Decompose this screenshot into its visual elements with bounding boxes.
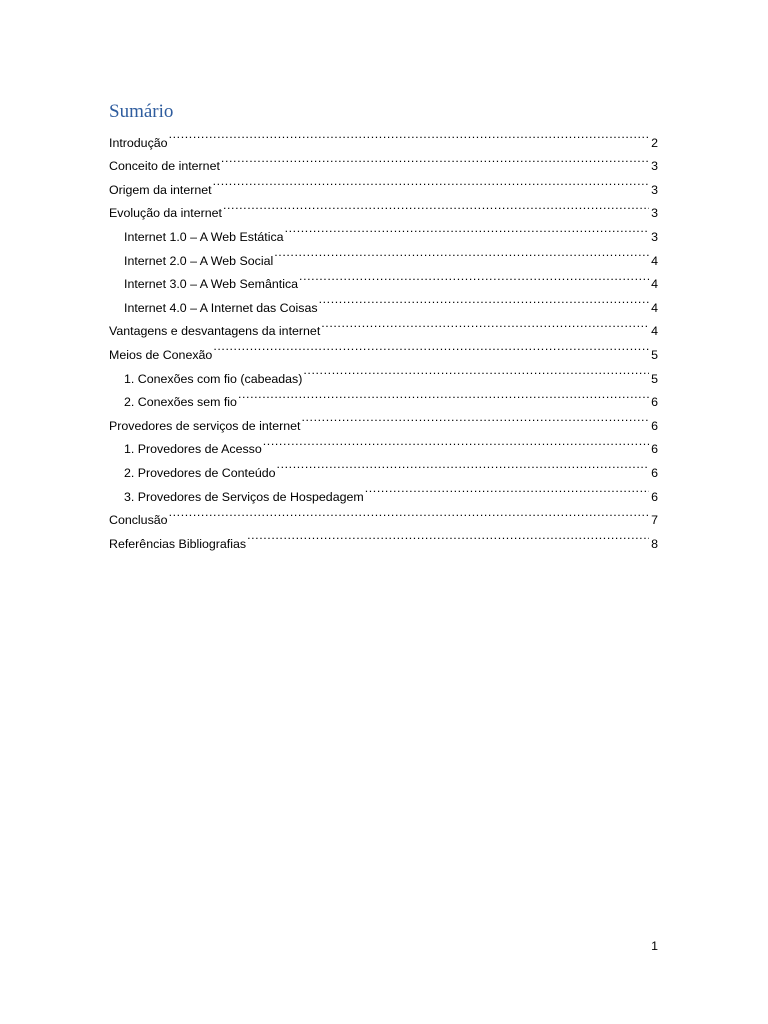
toc-entry[interactable] bbox=[109, 123, 658, 150]
toc-entry-label: 3. Provedores de Serviços de Hospedagem bbox=[124, 489, 364, 504]
toc-dot-leader bbox=[238, 383, 649, 407]
toc-title: Sumário bbox=[109, 101, 174, 122]
page-number: 1 bbox=[651, 939, 658, 953]
toc-dot-leader bbox=[319, 288, 650, 312]
toc-entry-page: 6 bbox=[651, 442, 658, 457]
toc-dot-leader bbox=[169, 123, 650, 147]
toc-entry-page: 2 bbox=[651, 135, 658, 150]
toc-dot-leader bbox=[277, 453, 650, 477]
table-of-contents bbox=[109, 123, 658, 551]
toc-entry-label: Internet 1.0 – A Web Estática bbox=[124, 229, 284, 244]
toc-entry-label: Internet 2.0 – A Web Social bbox=[124, 253, 274, 268]
toc-entry-label: 2. Conexões sem fio bbox=[124, 395, 237, 410]
toc-entry-label: Evolução da internet bbox=[109, 206, 222, 221]
toc-dot-leader bbox=[299, 265, 649, 289]
toc-dot-leader bbox=[213, 170, 649, 194]
toc-entry-page: 3 bbox=[651, 182, 658, 197]
toc-dot-leader bbox=[213, 335, 649, 359]
toc-dot-leader bbox=[303, 359, 649, 383]
toc-entry-label: Internet 3.0 – A Web Semântica bbox=[124, 277, 299, 292]
toc-entry-page: 6 bbox=[651, 418, 658, 433]
toc-entry-page: 6 bbox=[651, 465, 658, 480]
toc-dot-leader bbox=[321, 312, 649, 336]
toc-entry-page: 4 bbox=[651, 300, 658, 315]
toc-entry-label: Meios de Conexão bbox=[109, 347, 213, 362]
toc-dot-leader bbox=[223, 194, 649, 218]
toc-entry-label: Conclusão bbox=[109, 513, 168, 528]
toc-dot-leader bbox=[221, 147, 649, 171]
toc-entry-page: 6 bbox=[651, 395, 658, 410]
toc-entry-label: Introdução bbox=[109, 135, 168, 150]
toc-entry-label: 1. Provedores de Acesso bbox=[124, 442, 262, 457]
toc-entry-page: 8 bbox=[651, 536, 658, 551]
toc-entry-label: 2. Provedores de Conteúdo bbox=[124, 465, 276, 480]
toc-entry-page: 7 bbox=[651, 513, 658, 528]
toc-entry-label: Vantagens e desvantagens da internet bbox=[109, 324, 321, 339]
toc-entry[interactable] bbox=[109, 524, 658, 551]
toc-entry-page: 5 bbox=[651, 371, 658, 386]
toc-entry-label: Conceito de internet bbox=[109, 159, 220, 174]
toc-entry-label: Origem da internet bbox=[109, 182, 212, 197]
toc-dot-leader bbox=[285, 217, 650, 241]
toc-entry[interactable] bbox=[109, 501, 658, 528]
toc-dot-leader bbox=[301, 406, 649, 430]
toc-entry-page: 3 bbox=[651, 229, 658, 244]
toc-dot-leader bbox=[274, 241, 649, 265]
toc-dot-leader bbox=[263, 430, 649, 454]
toc-dot-leader bbox=[247, 524, 649, 548]
toc-entry-page: 3 bbox=[651, 206, 658, 221]
toc-entry-label: 1. Conexões com fio (cabeadas) bbox=[124, 371, 303, 386]
toc-entry-label: Provedores de serviços de internet bbox=[109, 418, 301, 433]
toc-entry-page: 5 bbox=[651, 347, 658, 362]
toc-dot-leader bbox=[169, 501, 650, 525]
toc-entry-page: 4 bbox=[651, 324, 658, 339]
toc-dot-leader bbox=[365, 477, 649, 501]
toc-entry-label: Internet 4.0 – A Internet das Coisas bbox=[124, 300, 318, 315]
toc-entry-page: 4 bbox=[651, 253, 658, 268]
toc-entry-label: Referências Bibliografias bbox=[109, 536, 247, 551]
toc-entry-page: 6 bbox=[651, 489, 658, 504]
toc-entry-page: 3 bbox=[651, 159, 658, 174]
toc-entry-page: 4 bbox=[651, 277, 658, 292]
toc-entry[interactable] bbox=[109, 147, 658, 174]
